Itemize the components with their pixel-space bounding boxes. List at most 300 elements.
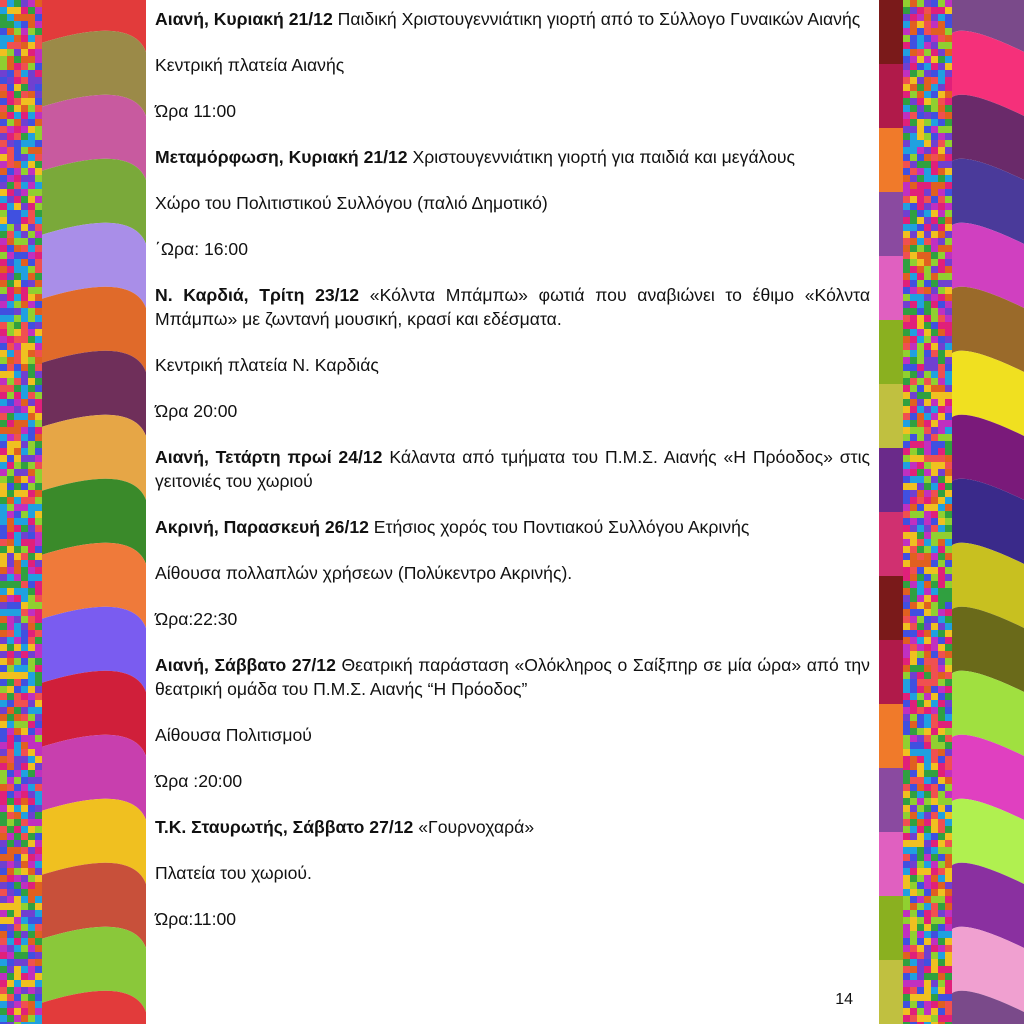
pattern-cell [931, 161, 938, 168]
pattern-cell [910, 763, 917, 770]
pattern-cell [945, 119, 952, 126]
inner-band [879, 832, 903, 896]
pattern-cell [35, 140, 42, 147]
pattern-cell [903, 812, 910, 819]
pattern-cell [924, 504, 931, 511]
pattern-cell [910, 805, 917, 812]
pattern-cell [924, 735, 931, 742]
pattern-cell [21, 119, 28, 126]
pattern-cell [917, 917, 924, 924]
pattern-cell [903, 168, 910, 175]
pattern-cell [21, 567, 28, 574]
event-venue: Χώρο του Πολιτιστικού Συλλόγου (παλιό Δημοτικό) [155, 193, 548, 213]
pattern-cell [917, 973, 924, 980]
pattern-cell [28, 189, 35, 196]
pattern-cell [924, 168, 931, 175]
pattern-cell [917, 238, 924, 245]
pattern-cell [0, 952, 7, 959]
pattern-cell [938, 875, 945, 882]
pattern-cell [945, 91, 952, 98]
pattern-cell [917, 812, 924, 819]
pattern-cell [917, 707, 924, 714]
pattern-cell [938, 693, 945, 700]
pattern-cell [945, 42, 952, 49]
pattern-cell [917, 140, 924, 147]
pattern-cell [931, 231, 938, 238]
pattern-cell [938, 574, 945, 581]
pattern-cell [917, 945, 924, 952]
pattern-cell [945, 875, 952, 882]
pattern-cell [7, 1008, 14, 1015]
pattern-cell [917, 588, 924, 595]
pattern-cell [35, 70, 42, 77]
pattern-cell [924, 525, 931, 532]
event-title [155, 283, 870, 331]
pattern-cell [917, 728, 924, 735]
right-pattern-strip [903, 0, 952, 1024]
pattern-cell [21, 294, 28, 301]
pattern-cell [28, 763, 35, 770]
pattern-cell [903, 763, 910, 770]
pattern-cell [931, 917, 938, 924]
pattern-cell [903, 777, 910, 784]
pattern-cell [0, 693, 7, 700]
pattern-cell [910, 623, 917, 630]
pattern-cell [938, 483, 945, 490]
pattern-cell [917, 574, 924, 581]
pattern-cell [910, 42, 917, 49]
pattern-cell [21, 49, 28, 56]
pattern-cell [903, 385, 910, 392]
pattern-cell [14, 455, 21, 462]
pattern-cell [938, 105, 945, 112]
pattern-cell [0, 364, 7, 371]
pattern-cell [938, 406, 945, 413]
pattern-cell [938, 161, 945, 168]
pattern-cell [938, 966, 945, 973]
pattern-cell [21, 147, 28, 154]
pattern-cell [903, 609, 910, 616]
pattern-cell [14, 189, 21, 196]
pattern-cell [910, 427, 917, 434]
pattern-cell [7, 238, 14, 245]
pattern-cell [945, 434, 952, 441]
pattern-cell [924, 70, 931, 77]
pattern-cell [35, 588, 42, 595]
pattern-cell [14, 539, 21, 546]
pattern-cell [917, 546, 924, 553]
pattern-cell [938, 210, 945, 217]
pattern-cell [0, 567, 7, 574]
pattern-cell [14, 224, 21, 231]
pattern-cell [917, 42, 924, 49]
pattern-cell [910, 133, 917, 140]
pattern-cell [35, 672, 42, 679]
pattern-cell [14, 798, 21, 805]
pattern-cell [938, 378, 945, 385]
pattern-cell [938, 77, 945, 84]
event-place-date: Τ.Κ. Σταυρωτής, Σάββατο 27/12 [155, 817, 414, 837]
pattern-cell [28, 476, 35, 483]
pattern-cell [21, 287, 28, 294]
pattern-cell [14, 994, 21, 1001]
pattern-cell [945, 238, 952, 245]
pattern-cell [21, 693, 28, 700]
pattern-cell [21, 854, 28, 861]
pattern-cell [7, 756, 14, 763]
pattern-cell [28, 889, 35, 896]
pattern-cell [910, 980, 917, 987]
pattern-cell [14, 301, 21, 308]
pattern-cell [21, 182, 28, 189]
pattern-cell [28, 903, 35, 910]
event-place-date: Αιανή, Τετάρτη πρωί 24/12 [155, 447, 383, 467]
pattern-cell [28, 959, 35, 966]
pattern-cell [924, 42, 931, 49]
pattern-cell [35, 560, 42, 567]
pattern-cell [924, 749, 931, 756]
pattern-cell [903, 469, 910, 476]
pattern-cell [35, 581, 42, 588]
pattern-cell [938, 63, 945, 70]
pattern-cell [14, 1008, 21, 1015]
pattern-cell [35, 539, 42, 546]
pattern-cell [924, 819, 931, 826]
pattern-cell [14, 147, 21, 154]
pattern-cell [917, 161, 924, 168]
pattern-cell [917, 245, 924, 252]
pattern-cell [945, 749, 952, 756]
event-place-date: Αιανή, Κυριακή 21/12 [155, 9, 333, 29]
pattern-cell [35, 378, 42, 385]
pattern-cell [938, 917, 945, 924]
pattern-cell [910, 574, 917, 581]
pattern-cell [21, 623, 28, 630]
pattern-cell [931, 399, 938, 406]
pattern-cell [903, 364, 910, 371]
pattern-cell [945, 287, 952, 294]
pattern-cell [7, 525, 14, 532]
pattern-cell [917, 847, 924, 854]
pattern-cell [35, 658, 42, 665]
pattern-cell [945, 679, 952, 686]
pattern-cell [7, 455, 14, 462]
pattern-cell [938, 189, 945, 196]
pattern-cell [35, 959, 42, 966]
pattern-cell [7, 861, 14, 868]
pattern-cell [35, 714, 42, 721]
pattern-cell [14, 77, 21, 84]
pattern-cell [931, 770, 938, 777]
pattern-cell [14, 413, 21, 420]
pattern-cell [14, 833, 21, 840]
pattern-cell [924, 287, 931, 294]
pattern-cell [938, 637, 945, 644]
pattern-cell [903, 749, 910, 756]
pattern-cell [924, 441, 931, 448]
pattern-cell [0, 945, 7, 952]
pattern-cell [910, 847, 917, 854]
pattern-cell [14, 973, 21, 980]
pattern-cell [21, 665, 28, 672]
pattern-cell [0, 581, 7, 588]
pattern-cell [35, 595, 42, 602]
pattern-cell [35, 686, 42, 693]
pattern-cell [28, 210, 35, 217]
pattern-cell [945, 672, 952, 679]
pattern-cell [938, 994, 945, 1001]
pattern-cell [35, 637, 42, 644]
pattern-cell [35, 854, 42, 861]
pattern-cell [14, 161, 21, 168]
pattern-cell [28, 308, 35, 315]
pattern-cell [924, 399, 931, 406]
pattern-cell [945, 49, 952, 56]
pattern-cell [21, 987, 28, 994]
pattern-cell [0, 917, 7, 924]
pattern-cell [28, 756, 35, 763]
pattern-cell [21, 798, 28, 805]
pattern-cell [938, 0, 945, 7]
pattern-cell [7, 518, 14, 525]
pattern-cell [35, 280, 42, 287]
pattern-cell [910, 826, 917, 833]
pattern-cell [924, 497, 931, 504]
pattern-cell [21, 189, 28, 196]
pattern-cell [28, 875, 35, 882]
pattern-cell [28, 343, 35, 350]
pattern-cell [903, 133, 910, 140]
pattern-cell [917, 952, 924, 959]
pattern-cell [14, 175, 21, 182]
pattern-cell [917, 77, 924, 84]
pattern-cell [903, 210, 910, 217]
pattern-cell [14, 658, 21, 665]
pattern-cell [910, 854, 917, 861]
event-4 [155, 515, 870, 653]
pattern-cell [917, 427, 924, 434]
pattern-cell [21, 112, 28, 119]
pattern-cell [28, 161, 35, 168]
pattern-cell [0, 749, 7, 756]
pattern-cell [931, 140, 938, 147]
pattern-cell [917, 35, 924, 42]
pattern-cell [35, 49, 42, 56]
pattern-cell [903, 896, 910, 903]
pattern-cell [903, 189, 910, 196]
pattern-cell [903, 518, 910, 525]
event-venue: Κεντρική πλατεία Αιανής [155, 55, 345, 75]
pattern-cell [7, 217, 14, 224]
pattern-cell [924, 21, 931, 28]
pattern-cell [28, 294, 35, 301]
pattern-cell [21, 434, 28, 441]
pattern-cell [924, 112, 931, 119]
pattern-cell [35, 945, 42, 952]
pattern-cell [945, 245, 952, 252]
pattern-cell [21, 826, 28, 833]
pattern-cell [924, 875, 931, 882]
pattern-cell [945, 644, 952, 651]
pattern-cell [938, 455, 945, 462]
pattern-cell [28, 105, 35, 112]
pattern-cell [938, 742, 945, 749]
pattern-cell [910, 357, 917, 364]
pattern-cell [28, 497, 35, 504]
pattern-cell [917, 966, 924, 973]
pattern-cell [903, 1008, 910, 1015]
pattern-cell [903, 238, 910, 245]
pattern-cell [35, 553, 42, 560]
pattern-cell [910, 469, 917, 476]
pattern-cell [7, 203, 14, 210]
pattern-cell [917, 1001, 924, 1008]
pattern-cell [14, 756, 21, 763]
pattern-cell [931, 791, 938, 798]
pattern-cell [924, 658, 931, 665]
pattern-cell [917, 553, 924, 560]
pattern-cell [924, 455, 931, 462]
pattern-cell [945, 651, 952, 658]
pattern-cell [0, 707, 7, 714]
pattern-cell [917, 420, 924, 427]
pattern-cell [910, 329, 917, 336]
pattern-cell [917, 630, 924, 637]
pattern-cell [7, 693, 14, 700]
pattern-cell [903, 714, 910, 721]
pattern-cell [35, 630, 42, 637]
event-place-date: Ακρινή, Παρασκευή 26/12 [155, 517, 369, 537]
pattern-cell [35, 609, 42, 616]
pattern-cell [7, 182, 14, 189]
pattern-cell [910, 651, 917, 658]
pattern-cell [903, 42, 910, 49]
pattern-cell [917, 392, 924, 399]
pattern-cell [938, 903, 945, 910]
pattern-cell [21, 658, 28, 665]
pattern-cell [7, 42, 14, 49]
pattern-cell [945, 854, 952, 861]
pattern-cell [910, 812, 917, 819]
pattern-cell [28, 609, 35, 616]
pattern-cell [924, 777, 931, 784]
pattern-cell [14, 952, 21, 959]
pattern-cell [945, 707, 952, 714]
pattern-cell [931, 70, 938, 77]
pattern-cell [924, 119, 931, 126]
pattern-cell [910, 168, 917, 175]
pattern-cell [28, 679, 35, 686]
pattern-cell [35, 532, 42, 539]
pattern-cell [35, 847, 42, 854]
pattern-cell [7, 938, 14, 945]
pattern-cell [14, 644, 21, 651]
pattern-cell [35, 868, 42, 875]
pattern-cell [14, 847, 21, 854]
pattern-cell [924, 462, 931, 469]
pattern-cell [14, 630, 21, 637]
pattern-cell [7, 385, 14, 392]
pattern-cell [28, 805, 35, 812]
pattern-cell [35, 182, 42, 189]
pattern-cell [938, 889, 945, 896]
pattern-cell [21, 903, 28, 910]
pattern-cell [21, 84, 28, 91]
pattern-cell [21, 336, 28, 343]
pattern-cell [7, 287, 14, 294]
pattern-cell [14, 343, 21, 350]
pattern-cell [0, 441, 7, 448]
pattern-cell [931, 56, 938, 63]
pattern-cell [0, 546, 7, 553]
pattern-cell [21, 315, 28, 322]
pattern-cell [917, 364, 924, 371]
pattern-cell [938, 581, 945, 588]
pattern-cell [14, 686, 21, 693]
pattern-cell [917, 329, 924, 336]
pattern-cell [931, 763, 938, 770]
pattern-cell [14, 154, 21, 161]
pattern-cell [7, 798, 14, 805]
pattern-cell [28, 266, 35, 273]
pattern-cell [903, 35, 910, 42]
pattern-cell [7, 595, 14, 602]
pattern-cell [14, 1015, 21, 1022]
pattern-cell [7, 1001, 14, 1008]
pattern-cell [903, 616, 910, 623]
pattern-cell [35, 644, 42, 651]
pattern-cell [910, 196, 917, 203]
pattern-cell [0, 63, 7, 70]
pattern-cell [28, 539, 35, 546]
pattern-cell [0, 350, 7, 357]
pattern-cell [910, 91, 917, 98]
pattern-cell [0, 721, 7, 728]
pattern-cell [903, 7, 910, 14]
pattern-cell [14, 903, 21, 910]
pattern-cell [7, 427, 14, 434]
pattern-cell [910, 735, 917, 742]
pattern-cell [35, 651, 42, 658]
pattern-cell [938, 973, 945, 980]
pattern-cell [938, 679, 945, 686]
pattern-cell [917, 833, 924, 840]
pattern-cell [0, 728, 7, 735]
pattern-cell [903, 679, 910, 686]
event-venue: Αίθουσα πολλαπλών χρήσεων (Πολύκεντρο Ακρινής). [155, 563, 573, 583]
pattern-cell [21, 238, 28, 245]
event-place-date: Ν. Καρδιά, Τρίτη 23/12 [155, 285, 360, 305]
pattern-cell [14, 651, 21, 658]
pattern-cell [7, 588, 14, 595]
pattern-cell [910, 504, 917, 511]
pattern-cell [945, 301, 952, 308]
pattern-cell [931, 357, 938, 364]
pattern-cell [14, 259, 21, 266]
pattern-cell [28, 70, 35, 77]
pattern-cell [910, 707, 917, 714]
pattern-cell [924, 336, 931, 343]
pattern-cell [35, 917, 42, 924]
pattern-cell [924, 63, 931, 70]
pattern-cell [924, 385, 931, 392]
pattern-cell [14, 868, 21, 875]
pattern-cell [945, 742, 952, 749]
pattern-cell [910, 28, 917, 35]
pattern-cell [931, 35, 938, 42]
pattern-cell [924, 392, 931, 399]
pattern-cell [28, 462, 35, 469]
